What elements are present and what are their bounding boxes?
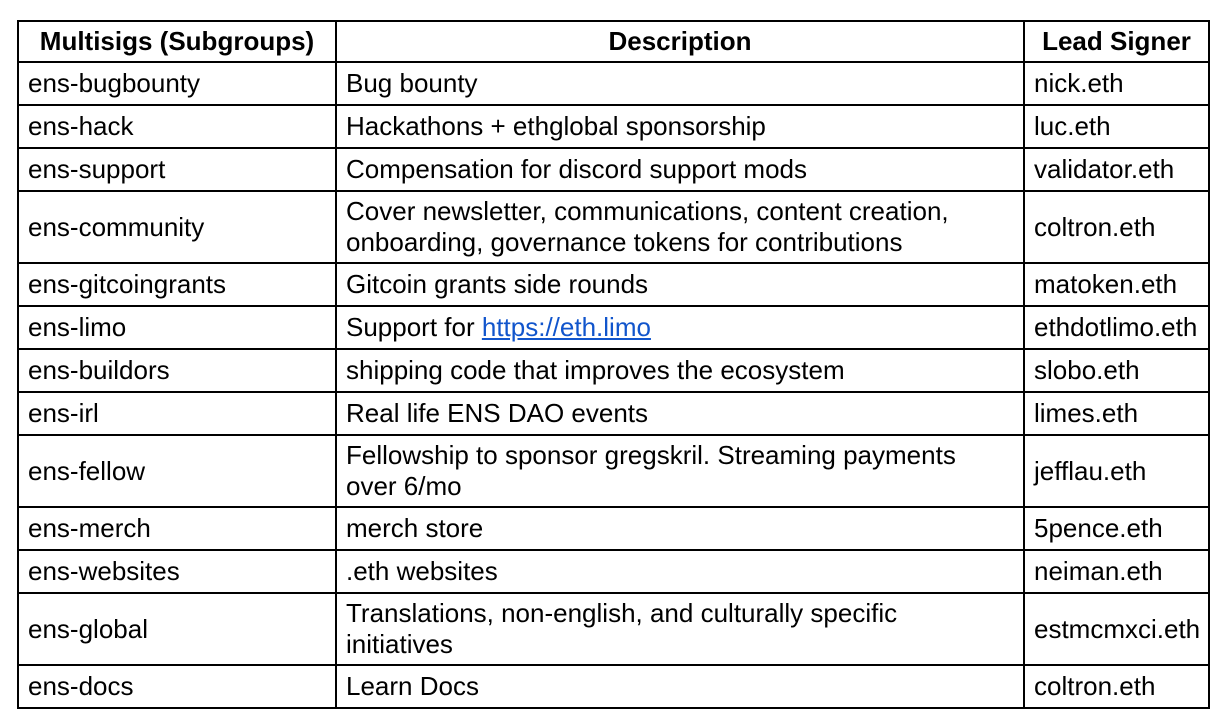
column-header-multisigs: Multisigs (Subgroups): [18, 21, 336, 62]
description-cell: Bug bounty: [336, 62, 1024, 105]
description-cell: Hackathons + ethglobal sponsorship: [336, 105, 1024, 148]
multisig-cell: ens-irl: [18, 392, 336, 435]
lead-signer-cell: luc.eth: [1024, 105, 1209, 148]
table-row-ens-hack: [18, 105, 1209, 148]
lead-signer-cell: limes.eth: [1024, 392, 1209, 435]
table-row-ens-gitcoingrants: [18, 263, 1209, 306]
column-header-lead-signer: Lead Signer: [1024, 21, 1209, 62]
description-cell: [336, 306, 1024, 349]
multisig-cell: ens-bugbounty: [18, 62, 336, 105]
lead-signer-cell: coltron.eth: [1024, 665, 1209, 708]
table-row-ens-bugbounty: [18, 62, 1209, 105]
table-row-ens-docs: [18, 665, 1209, 708]
description-cell: Translations, non-english, and culturally specific initiatives: [336, 593, 1024, 665]
lead-signer-cell: 5pence.eth: [1024, 507, 1209, 550]
lead-signer-cell: neiman.eth: [1024, 550, 1209, 593]
description-text: Support for: [346, 312, 482, 342]
table-row-ens-websites: [18, 550, 1209, 593]
lead-signer-cell: slobo.eth: [1024, 349, 1209, 392]
eth-limo-link[interactable]: https://eth.limo: [481, 312, 651, 342]
multisig-cell: ens-websites: [18, 550, 336, 593]
description-cell: Cover newsletter, communications, content creation, onboarding, governance tokens for contributions: [336, 191, 1024, 263]
multisig-cell: ens-fellow: [18, 435, 336, 507]
lead-signer-cell: nick.eth: [1024, 62, 1209, 105]
multisig-table: [17, 20, 1210, 709]
lead-signer-cell: jefflau.eth: [1024, 435, 1209, 507]
description-cell: Compensation for discord support mods: [336, 148, 1024, 191]
multisig-cell: ens-community: [18, 191, 336, 263]
table-row-ens-irl: [18, 392, 1209, 435]
multisig-cell: ens-gitcoingrants: [18, 263, 336, 306]
description-cell: shipping code that improves the ecosystem: [336, 349, 1024, 392]
description-cell: merch store: [336, 507, 1024, 550]
multisig-cell: ens-buildors: [18, 349, 336, 392]
multisig-cell: ens-docs: [18, 665, 336, 708]
description-cell: Learn Docs: [336, 665, 1024, 708]
table-row-ens-merch: [18, 507, 1209, 550]
column-header-description: Description: [336, 21, 1024, 62]
table-row-ens-community: [18, 191, 1209, 263]
multisig-cell: ens-hack: [18, 105, 336, 148]
multisig-cell: ens-limo: [18, 306, 336, 349]
description-cell: .eth websites: [336, 550, 1024, 593]
lead-signer-cell: matoken.eth: [1024, 263, 1209, 306]
multisig-cell: ens-support: [18, 148, 336, 191]
lead-signer-cell: ethdotlimo.eth: [1024, 306, 1209, 349]
multisig-cell: ens-global: [18, 593, 336, 665]
table-row-ens-global: [18, 593, 1209, 665]
description-cell: Real life ENS DAO events: [336, 392, 1024, 435]
table-row-ens-fellow: [18, 435, 1209, 507]
table-row-ens-buildors: [18, 349, 1209, 392]
lead-signer-cell: coltron.eth: [1024, 191, 1209, 263]
description-cell: Gitcoin grants side rounds: [336, 263, 1024, 306]
table-row-ens-limo: [18, 306, 1209, 349]
lead-signer-cell: estmcmxci.eth: [1024, 593, 1209, 665]
lead-signer-cell: validator.eth: [1024, 148, 1209, 191]
table-row-ens-support: [18, 148, 1209, 191]
multisig-cell: ens-merch: [18, 507, 336, 550]
header-row: [18, 21, 1209, 62]
description-cell: Fellowship to sponsor gregskril. Streaming payments over 6/mo: [336, 435, 1024, 507]
